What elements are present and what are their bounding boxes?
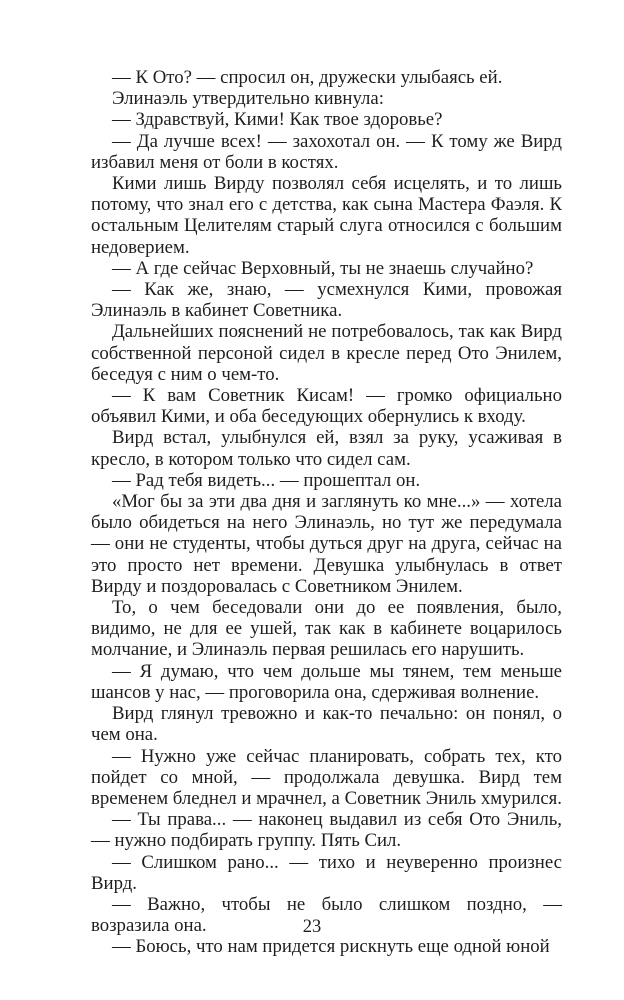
paragraph: «Мог бы за эти два дня и заглянуть ко мне...» — хотела было обидеться на него Элинаэль, но тут же передумала — они не студенты, чтобы дуться друг на друга, сейчас на это просто нет времени. Девушка улыбнулась в ответ Вирду и поздоровалась с Советником Энилем. — [91, 491, 562, 597]
paragraph: — Как же, знаю, — усмехнулся Кими, провожая Элинаэль в кабинет Советника. — [91, 279, 562, 322]
paragraph: — Здравствуй, Кими! Как твое здоровье? — [112, 109, 443, 131]
paragraph: — Ты права... — наконец выдавил из себя Ото Эниль, — нужно подбирать группу. Пять Сил. — [91, 809, 562, 852]
paragraph: Кими лишь Вирду позволял себя исцелять, и то лишь потому, что знал его с детства, как сына Мастера Фаэля. К остальным Целителям старый слуга относился с большим недоверием. — [91, 173, 562, 258]
paragraph: Вирд глянул тревожно и как-то печально: он понял, о чем она. — [91, 703, 562, 746]
paragraph: — Боюсь, что нам придется рискнуть еще одной юной — [112, 936, 550, 958]
paragraph: Элинаэль утвердительно кивнула: — [112, 88, 384, 110]
paragraph: — К вам Советник Кисам! — громко официально объявил Кими, и оба беседующих обернулись к входу. — [91, 385, 562, 428]
paragraph: — Рад тебя видеть... — прошептал он. — [112, 469, 421, 491]
paragraph: То, о чем беседовали они до ее появления, было, видимо, не для ее ушей, так как в кабинете воцарилось молчание, и Элинаэль первая решилась его нарушить. — [91, 597, 562, 661]
page-number: 23 — [302, 917, 322, 937]
paragraph: — Нужно уже сейчас планировать, собрать тех, кто пойдет со мной, — продолжала девушка. Вирд тем временем бледнел и мрачнел, а Советник Эниль хмурился. — [91, 745, 562, 809]
paragraph: — Я думаю, что чем дольше мы тянем, тем меньше шансов у нас, — проговорила она, сдерживая волнение. — [91, 660, 562, 703]
paragraph: — Да лучше всех! — захохотал он. — К тому же Вирд избавил меня от боли в костях. — [91, 130, 562, 173]
paragraph: — Важно, чтобы не было слишком поздно, — возразила она. — [91, 893, 562, 937]
paragraph: — Слишком рано... — тихо и неуверенно произнес Вирд. — [91, 851, 562, 894]
paragraph: — К Ото? — спросил он, дружески улыбаясь ей. — [112, 67, 503, 88]
page-text — [91, 67, 562, 958]
paragraph: — А где сейчас Верховный, ты не знаешь случайно? — [112, 257, 534, 279]
paragraph: Дальнейших пояснений не потребовалось, так как Вирд собственной персоной сидел в кресле перед Ото Энилем, беседуя с ним о чем-то. — [91, 321, 562, 385]
paragraph: Вирд встал, улыбнулся ей, взял за руку, усаживая в кресло, в котором только что сидел сам. — [91, 427, 562, 470]
